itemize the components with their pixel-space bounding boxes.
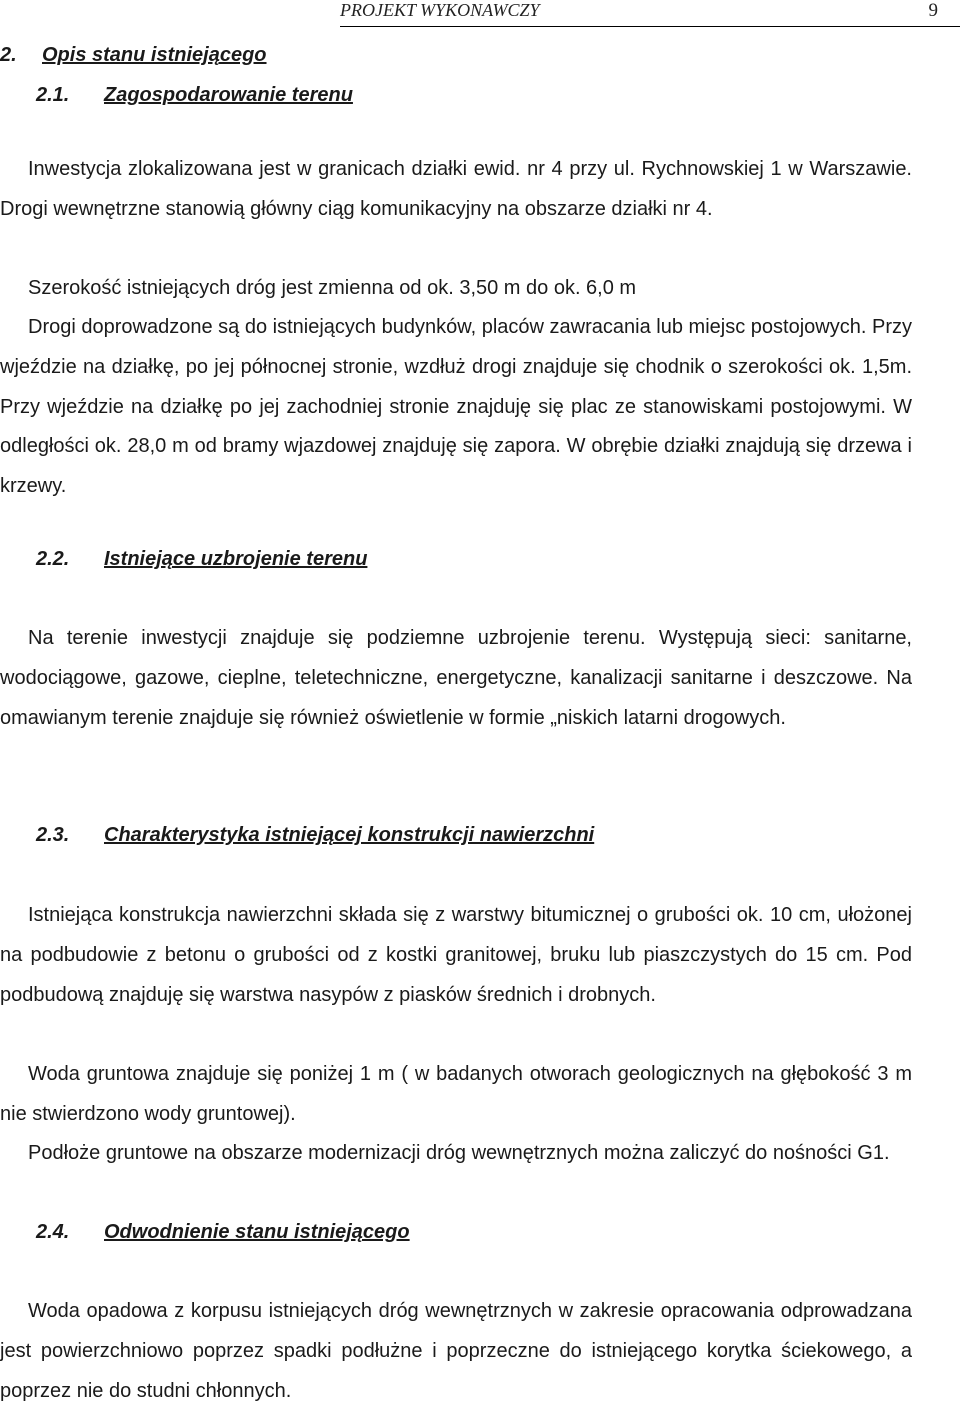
section-title: Opis stanu istniejącego: [42, 44, 267, 66]
paragraph-road-width: Szerokość istniejących dróg jest zmienna od ok. 3,50 m do ok. 6,0 m: [28, 277, 637, 299]
paragraph-groundwater: Woda gruntowa znajduje się poniżej 1 m ( w badanych otworach geologicznych na głębokość 3 m nie stwierdzono wody gruntowej).: [0, 1063, 912, 1125]
section-heading-2-1: [0, 84, 600, 110]
page-number: 9: [928, 0, 938, 21]
section-title: Zagospodarowanie terenu: [104, 84, 353, 106]
paragraph-pavement-structure: Istniejąca konstrukcja nawierzchni składa się z warstwy bitumicznej o grubości ok. 10 cm, ułożonej na podbudowie z betonu o grubości od z kostki granitowej, bruku lub piaszczystych do 15 cm. Pod podbudową znajduję się warstwa nasypów z piasków średnich i drobnych.: [0, 904, 912, 1006]
section-heading-2: [0, 44, 600, 70]
paragraph-drainage: Woda opadowa z korpusu istniejących dróg wewnętrznych w zakresie opracowania odprowadzana jest powierzchniowo poprzez spadki podłużne i poprzeczne do istniejącego korytka ściekowego, a poprzez nie do studni chłonnych.: [0, 1300, 912, 1402]
section-title: Istniejące uzbrojenie terenu: [104, 548, 368, 570]
section-heading-2-4: [0, 1221, 700, 1247]
section-title: Odwodnienie stanu istniejącego: [104, 1221, 410, 1243]
paragraph-utilities: Na terenie inwestycji znajduje się podziemne uzbrojenie terenu. Występują sieci: sanitarne, wodociągowe, gazowe, cieplne, teletechniczne, energetyczne, kanalizacji sanitarne i deszczowe. Na omawianym terenie znajduje się również oświetlenie w formie „niskich latarni drogowych.: [0, 627, 912, 729]
section-title: Charakterystyka istniejącej konstrukcji nawierzchni: [104, 824, 595, 846]
section-number: 2.: [0, 44, 17, 66]
section-heading-2-2: [0, 548, 700, 574]
section-heading-2-3: [0, 824, 800, 850]
section-number: 2.4.: [36, 1221, 70, 1243]
page-header: [340, 0, 960, 27]
paragraph-subsoil: Podłoże gruntowe na obszarze modernizacji dróg wewnętrznych można zaliczyć do nośności G1.: [28, 1142, 890, 1164]
section-number: 2.1.: [36, 84, 70, 106]
paragraph-location: Inwestycja zlokalizowana jest w granicach działki ewid. nr 4 przy ul. Rychnowskiej 1 w Warszawie. Drogi wewnętrzne stanowią główny ciąg komunikacyjny na obszarze działki nr 4.: [0, 158, 912, 220]
paragraph-roads-access: Drogi doprowadzone są do istniejących budynków, placów zawracania lub miejsc postojowych. Przy wjeździe na działkę, po jej północnej stronie, wzdłuż drogi znajduje się chodnik o szerokości ok. 1,5m. Przy wjeździe na działkę po jej zachodniej stronie znajduję się plac ze stanowiskami postojowymi. W odległości ok. 28,0 m od bramy wjazdowej znajduję się zapora. W obrębie działki znajdują się drzewa i krzewy.: [0, 316, 912, 498]
section-number: 2.3.: [36, 824, 70, 846]
section-number: 2.2.: [36, 548, 70, 570]
project-label: PROJEKT WYKONAWCZY: [340, 0, 540, 20]
